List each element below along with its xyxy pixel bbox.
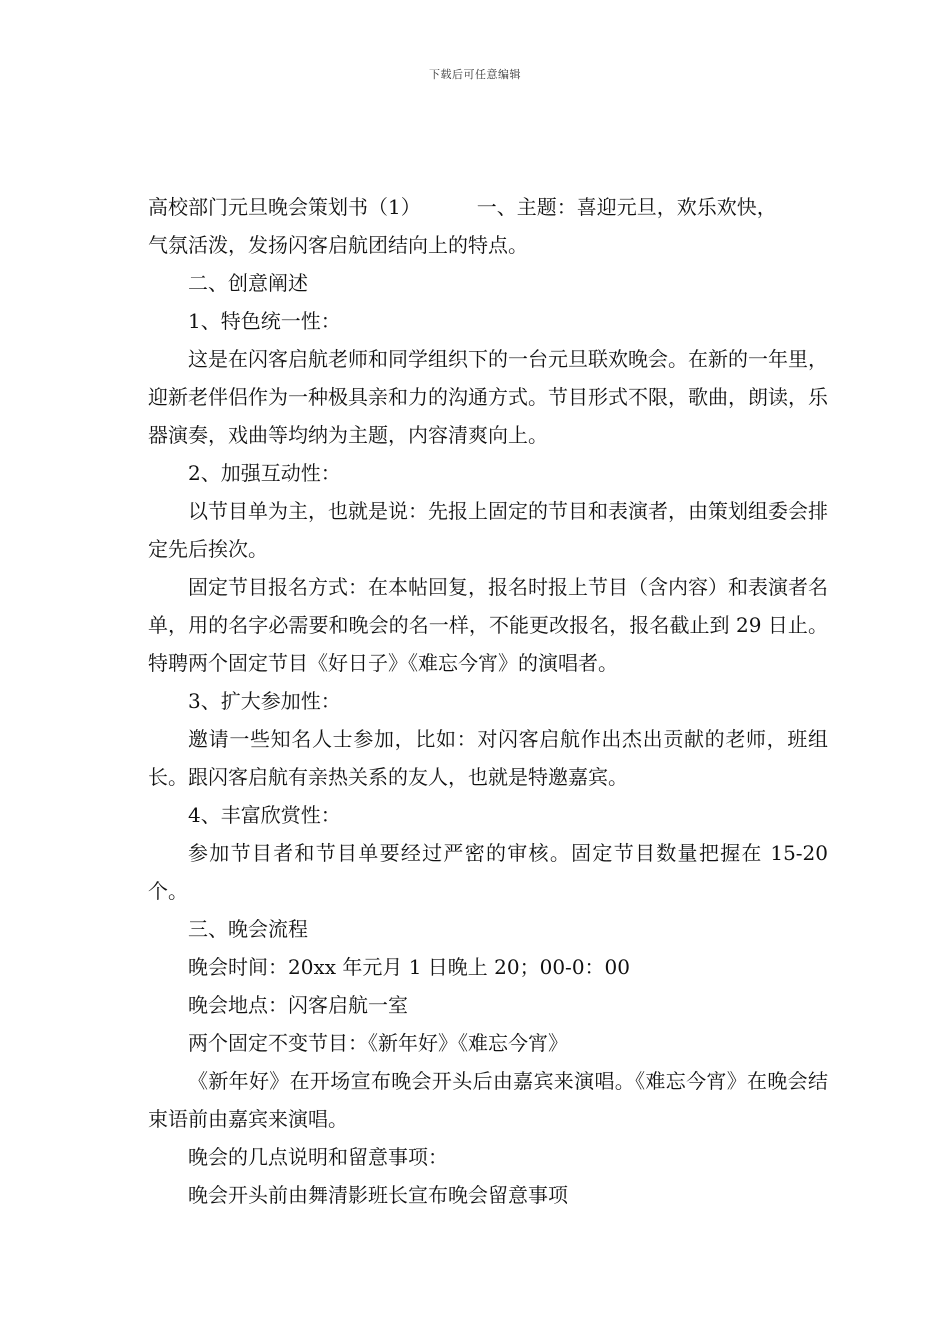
section-2-heading: 二、创意阐述 <box>188 271 308 295</box>
event-time: 晚会时间：20xx 年元月 1 日晚上 20；00-0：00 <box>188 955 630 979</box>
event-place: 晚会地点：闪客启航一室 <box>188 993 408 1017</box>
item-1-heading: 1、特色统一性： <box>188 309 341 333</box>
theme-continuation: 气氛活泼，发扬闪客启航团结向上的特点。 <box>148 233 528 257</box>
item-3-heading: 3、扩大参加性： <box>188 689 341 713</box>
paragraph-3: 固定节目报名方式：在本帖回复，报名时报上节目（含内容）和表演者名单，用的名字必需要和晚会的名一样，不能更改报名，报名截止到 29 日止。特聘两个固定节目《好日子》《难忘今宵》的演唱者。 <box>148 575 828 675</box>
notes-item-1: 晚会开头前由舞清影班长宣布晚会留意事项 <box>188 1183 568 1207</box>
paragraph-1: 这是在闪客启航老师和同学组织下的一台元旦联欢晚会。在新的一年里，迎新老伴侣作为一种极具亲和力的沟通方式。节目形式不限，歌曲，朗读，乐器演奏，戏曲等均纳为主题，内容清爽向上。 <box>148 347 828 447</box>
document-title: 高校部门元旦晚会策划书（1） <box>148 195 421 219</box>
fixed-programs: 两个固定不变节目：《新年好》《难忘今宵》 <box>188 1031 568 1055</box>
paragraph-4: 邀请一些知名人士参加，比如：对闪客启航作出杰出贡献的老师，班组长。跟闪客启航有亲热关系的友人，也就是特邀嘉宾。 <box>148 727 828 789</box>
paragraph-5: 参加节目者和节目单要经过严密的审核。固定节目数量把握在 15-20 个。 <box>148 841 828 903</box>
item-2-heading: 2、加强互动性： <box>188 461 341 485</box>
paragraph-6: 《新年好》在开场宣布晚会开头后由嘉宾来演唱。《难忘今宵》在晚会结束语前由嘉宾来演唱。 <box>148 1069 828 1131</box>
title-theme-line <box>148 188 828 226</box>
paragraph-2: 以节目单为主，也就是说：先报上固定的节目和表演者，由策划组委会排定先后挨次。 <box>148 499 828 561</box>
document-body <box>148 188 828 1214</box>
notes-heading: 晚会的几点说明和留意事项： <box>188 1145 448 1169</box>
item-4-heading: 4、丰富欣赏性： <box>188 803 341 827</box>
theme-heading: 一、主题：喜迎元旦，欢乐欢快， <box>476 195 777 219</box>
header-note: 下载后可任意编辑 <box>429 68 521 81</box>
section-3-heading: 三、晚会流程 <box>188 917 308 941</box>
